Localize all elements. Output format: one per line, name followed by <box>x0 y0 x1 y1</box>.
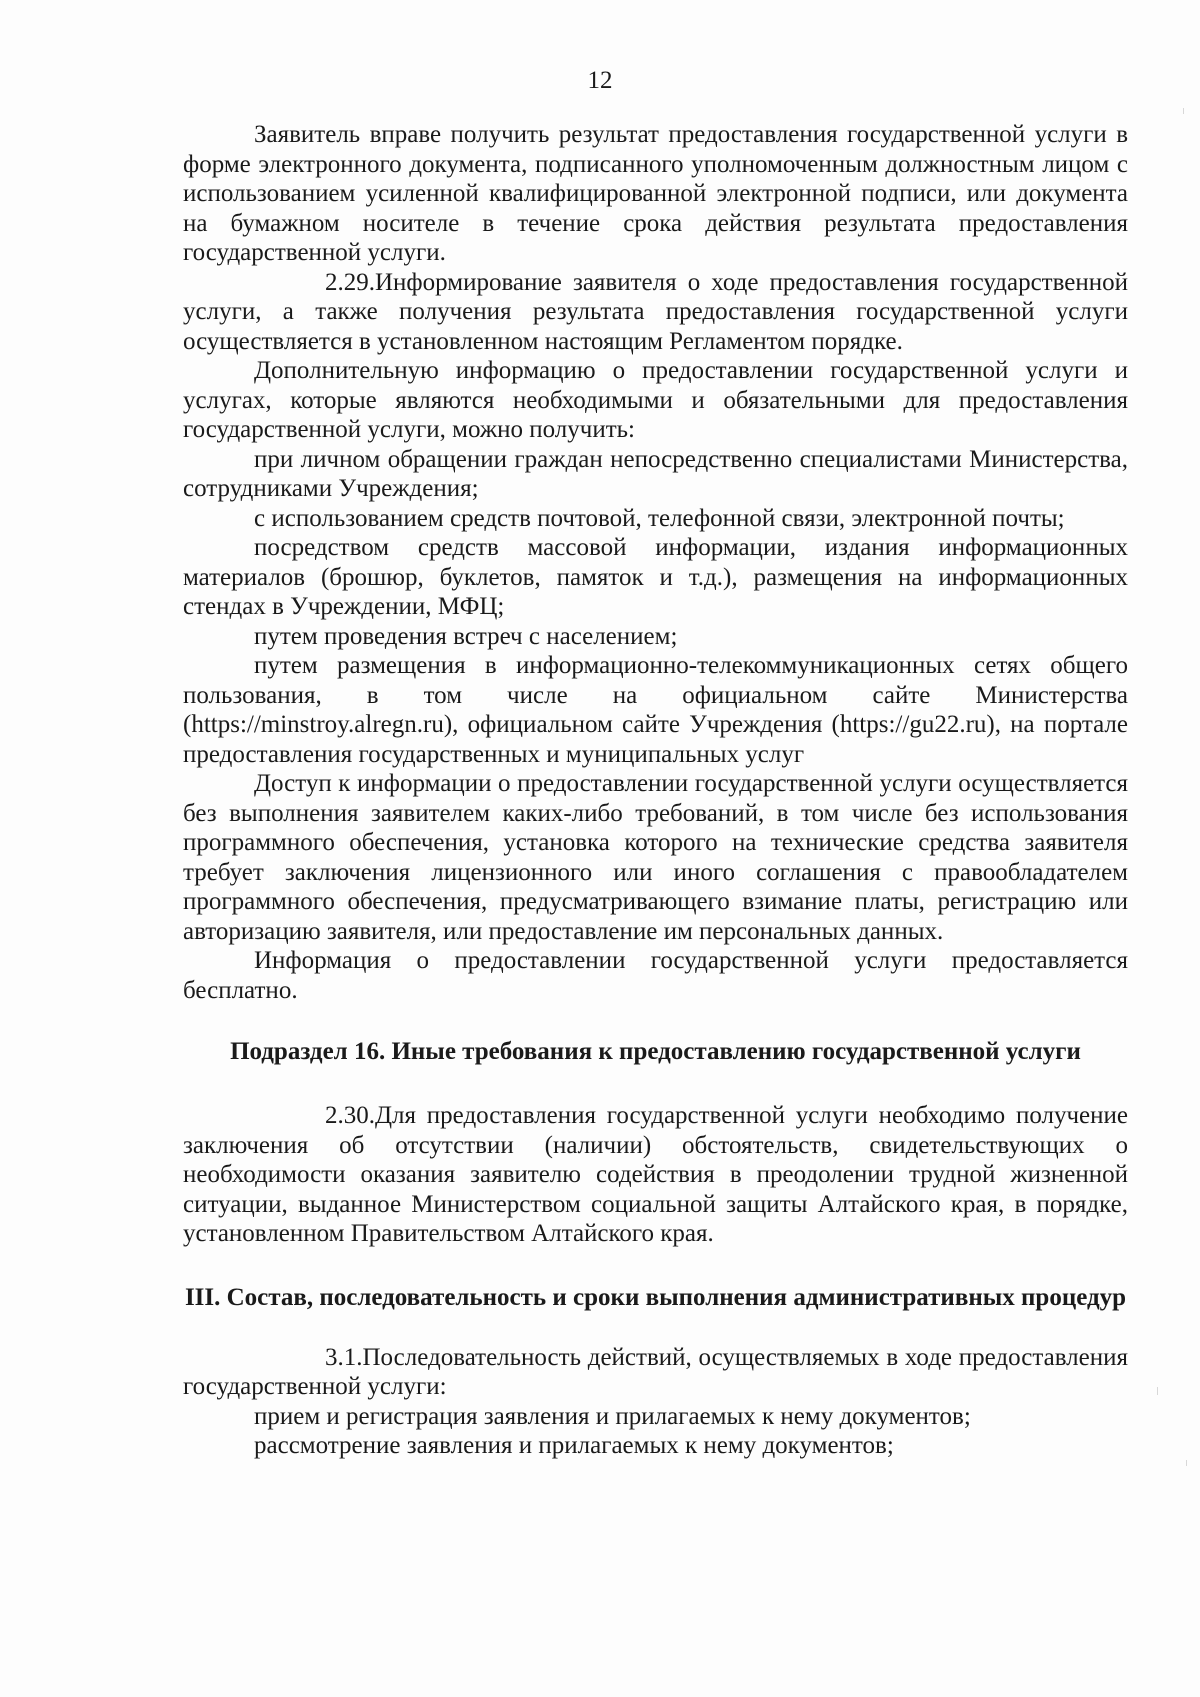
section-3-heading: III. Состав, последовательность и сроки выполнения административных процедур <box>184 1283 1127 1311</box>
paragraph-networks <box>183 651 1128 769</box>
list-item-text: рассмотрение заявления и прилагаемых к нему документов; <box>254 1432 894 1459</box>
page-number: 12 <box>587 67 613 94</box>
paragraph-meetings <box>183 622 1128 652</box>
paragraph-text: Информация о предоставлении государственной услуги предоставляется бесплатно. <box>183 947 1128 1004</box>
paragraph-3-1 <box>183 1343 1128 1402</box>
paragraph-access <box>183 769 1128 946</box>
document-body <box>183 120 1128 1461</box>
clause-number: 2.30. <box>325 1102 375 1129</box>
subsection-16-heading: Подраздел 16. Иные требования к предоставлению государственной услуги <box>230 1038 1081 1065</box>
paragraph-text: Дополнительную информацию о предоставлении государственной услуги и услугах, которые являются необходимыми и обязательными для предоставления государственной услуги, можно получить: <box>183 357 1128 443</box>
paragraph-text: путем проведения встреч с населением; <box>254 622 678 650</box>
scan-mark <box>1186 1460 1187 1466</box>
paragraph-text: с использованием средств почтовой, телефонной связи, электронной почты; <box>254 504 1065 532</box>
scan-mark <box>1183 108 1184 114</box>
paragraph-2-29 <box>183 268 1128 357</box>
list-item-text: прием и регистрация заявления и прилагаемых к нему документов; <box>254 1402 971 1430</box>
paragraph-text: Последовательность действий, осуществляемых в ходе предоставления государственной услуги: <box>183 1343 1128 1400</box>
paragraph-text: Для предоставления государственной услуги необходимо получение заключения об отсутствии (наличии) обстоятельств, свидетельствующих о необходимости оказания заявителю содействия в преодолении трудной жизненной ситуации, выданное Министерством социальной защиты Алтайского края, в порядке, установленном Правительством Алтайского края. <box>183 1102 1128 1247</box>
paragraph-personal-visit <box>183 445 1128 504</box>
paragraph-text: Информирование заявителя о ходе предоставления государственной услуги, а также получения результата предоставления государственной услуги осуществляется в установленном настоящим Регламентом порядке. <box>183 268 1128 355</box>
paragraph-communication <box>183 504 1128 534</box>
paragraph-additional-info <box>183 356 1128 445</box>
scan-mark <box>1157 1387 1158 1395</box>
list-item-reception <box>183 1402 1128 1432</box>
paragraph-text: при личном обращении граждан непосредственно специалистами Министерства, сотрудниками Учреждения; <box>183 445 1128 502</box>
paragraph-text: путем размещения в информационно-телекоммуникационных сетях общего пользования, в том числе на официальном сайте Министерства (https://minstroy.alregn.ru), официальном сайте Учреждения (https://gu22.ru), на портале предоставления государственных и муниципальных услуг <box>183 652 1128 768</box>
paragraph-2-30 <box>183 1101 1128 1249</box>
list-item-review <box>183 1431 1128 1461</box>
paragraph-text: посредством средств массовой информации, издания информационных материалов (брошюр, буклетов, памяток и т.д.), размещения на информационных стендах в Учреждении, МФЦ; <box>183 534 1128 620</box>
paragraph-text: Доступ к информации о предоставлении государственной услуги осуществляется без выполнения заявителем каких-либо требований, в том числе без использования программного обеспечения, установка которого на технические средства заявителя требует заключения лицензионного или иного соглашения с правообладателем программного обеспечения, предусматривающего взимание платы, регистрацию или авторизацию заявителя, или предоставление им персональных данных. <box>183 770 1128 945</box>
clause-number: 3.1. <box>325 1343 363 1371</box>
paragraph-free-of-charge <box>183 946 1128 1005</box>
paragraph-media <box>183 533 1128 622</box>
clause-number: 2.29. <box>325 268 375 296</box>
paragraph-result-options <box>183 120 1128 268</box>
paragraph-text: Заявитель вправе получить результат предоставления государственной услуги в форме электронного документа, подписанного уполномоченным должностным лицом с использованием усиленной квалифицированной электронной подписи, или документа на бумажном носителе в течение срока действия результата предоставления государственной услуги. <box>183 121 1128 266</box>
